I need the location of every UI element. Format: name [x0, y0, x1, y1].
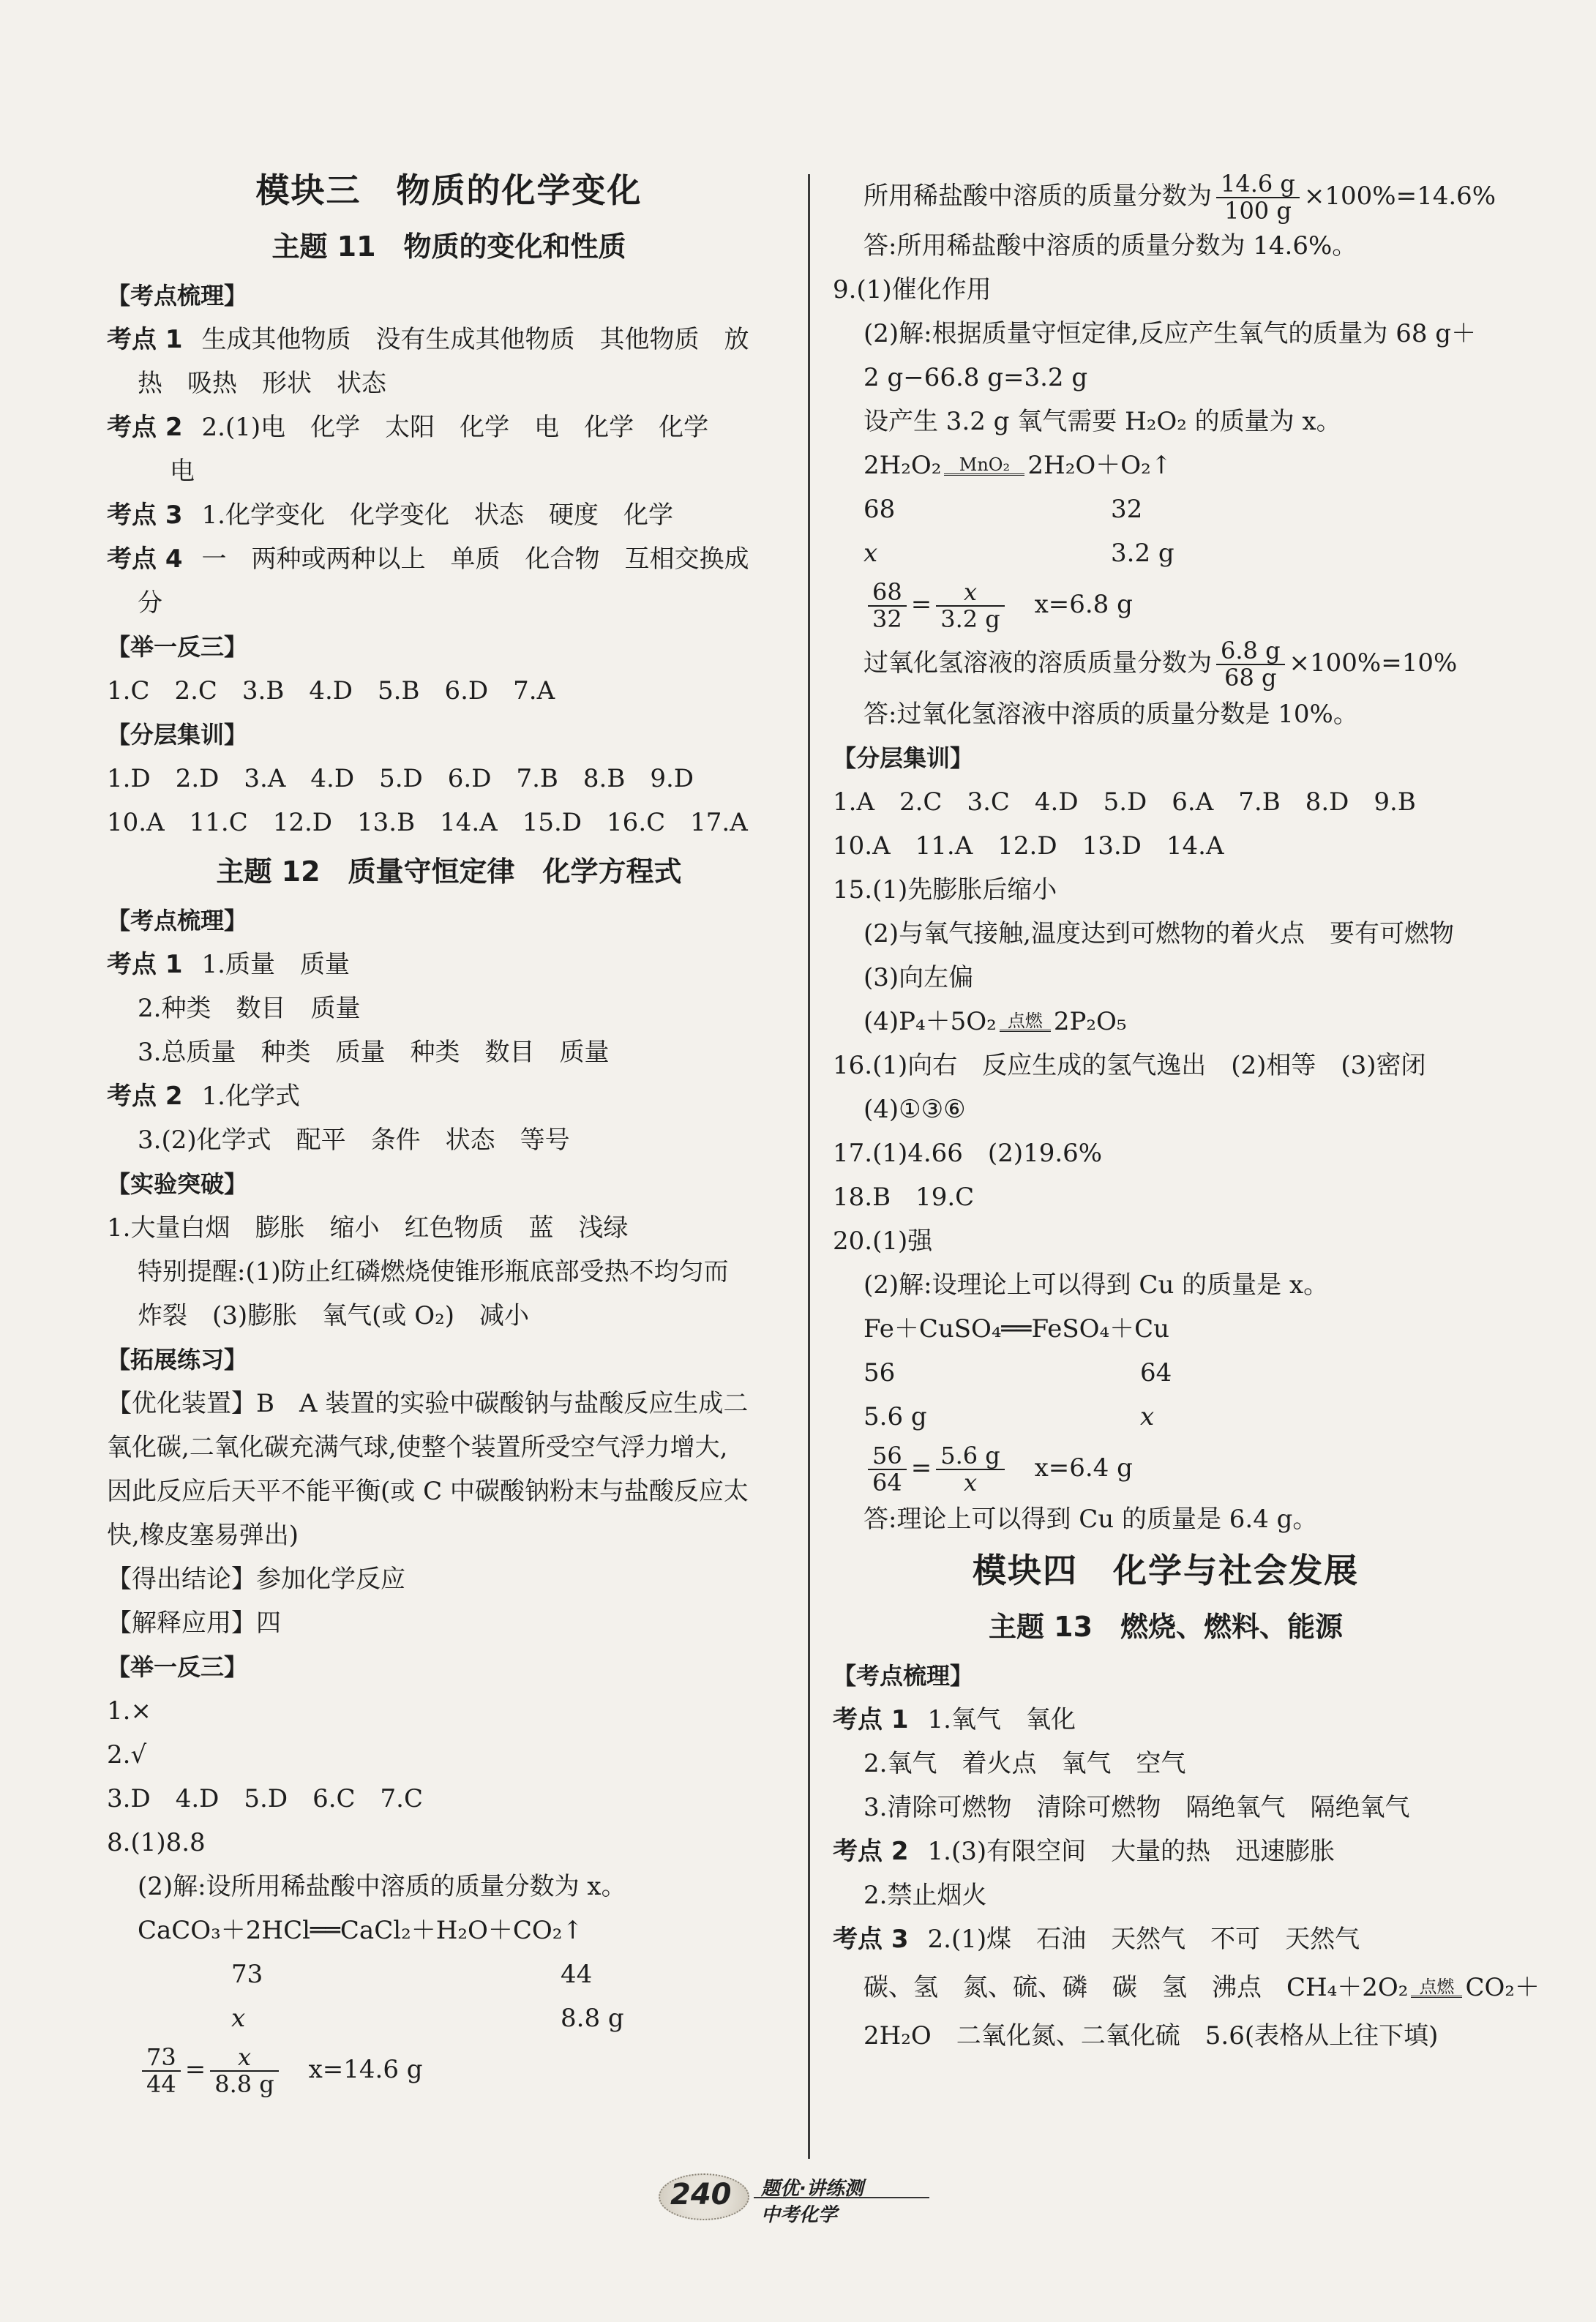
- section-heading: 【分层集训】: [107, 721, 248, 749]
- numerator: 56: [868, 1443, 907, 1470]
- condition-text: 点燃: [1419, 1976, 1455, 1997]
- answer-line: [107, 493, 791, 537]
- known-value: 5.6 g: [863, 1402, 927, 1432]
- answer-line: 16.(1)向右 反应生成的氢气逸出 (2)相等 (3)密闭: [833, 1051, 1426, 1081]
- answer-line: 3.(2)化学式 配平 条件 状态 等号: [138, 1126, 570, 1155]
- chemical-equation: [833, 1000, 1499, 1044]
- answer-line: [833, 1829, 1499, 1873]
- denominator: 64: [872, 1469, 902, 1497]
- answer-line: (4)①③⑥: [863, 1095, 966, 1125]
- answer-line: 电: [170, 457, 195, 486]
- answer-text: 碳、氢 氮、硫、磷 碳 氢 沸点 CH₄＋2O₂: [863, 1973, 1409, 2003]
- unknown: x: [231, 2004, 246, 2033]
- numerator: 14.6 g: [1216, 171, 1300, 198]
- proportion-line: $\frac{56}{64}$ = $\frac{5.6 g}{x}$ x=6.4 g: [833, 1439, 1499, 1497]
- fraction: [142, 2042, 181, 2098]
- answer-line: 【优化装置】B A 装置的实验中碳酸钠与盐酸反应生成二: [107, 1389, 749, 1418]
- fraction: [210, 2042, 279, 2098]
- denominator: 3.2 g: [940, 605, 1000, 634]
- fraction: [1216, 638, 1285, 691]
- chemical-equation: CaCO₃＋2HCl══CaCl₂＋H₂O＋CO₂↑: [138, 1916, 583, 1945]
- answer-text: 1.化学变化 化学变化 状态 硬度 化学: [201, 501, 673, 530]
- answer-line: 10.A 11.A 12.D 13.D 14.A: [833, 831, 1224, 861]
- point-label: 考点 1: [107, 950, 183, 979]
- answer-line: (2)解:设所用稀盐酸中溶质的质量分数为 x。: [138, 1872, 626, 1901]
- topic-title: 主题 13 燃烧、燃料、能源: [988, 1611, 1344, 1644]
- product: 2P₂O₅: [1053, 1007, 1127, 1037]
- section-heading: 【拓展练习】: [107, 1346, 248, 1374]
- answer-line: 3.清除可燃物 清除可燃物 隔绝氧气 隔绝氧气: [863, 1793, 1410, 1823]
- answer-line: 答:理论上可以得到 Cu 的质量是 6.4 g。: [863, 1505, 1318, 1535]
- denominator: 44: [146, 2070, 176, 2098]
- unknown: x: [863, 539, 878, 569]
- answer-line: (2)解:设理论上可以得到 Cu 的质量是 x。: [863, 1270, 1329, 1300]
- left-column: [107, 161, 791, 2099]
- fraction: [1216, 171, 1300, 224]
- chemical-equation: Fe＋CuSO₄══FeSO₄＋Cu: [863, 1314, 1170, 1344]
- molar-mass: 56: [863, 1358, 896, 1388]
- answer-text: ×100%=14.6%: [1303, 181, 1496, 211]
- section-heading: 【考点梳理】: [107, 907, 248, 935]
- answer-line: 2.氧气 着火点 氧气 空气: [863, 1749, 1186, 1779]
- answer-line: 8.(1)8.8: [107, 1828, 206, 1857]
- answer-line: [833, 1961, 1540, 2014]
- answer-line: [833, 1917, 1499, 1961]
- denominator: x: [963, 1469, 978, 1497]
- answer-text: 1.质量 质量: [201, 950, 350, 979]
- section-heading: 【考点梳理】: [107, 282, 248, 310]
- answer-line: 热 吸热 形状 状态: [138, 369, 386, 398]
- denominator: 32: [872, 605, 902, 634]
- answer-line: (2)解:根据质量守恒定律,反应产生氧气的质量为 68 g＋: [863, 319, 1477, 349]
- mass-row: [833, 1351, 1499, 1395]
- point-label: 考点 2: [107, 413, 183, 442]
- answer-text: 1.化学式: [201, 1082, 300, 1111]
- answer-line: [833, 1698, 1499, 1742]
- answer-line: 氧化碳,二氧化碳充满气球,使整个装置所受空气浮力增大,: [107, 1433, 728, 1462]
- point-label: 考点 1: [107, 325, 183, 354]
- fraction: [868, 1443, 907, 1496]
- condition-text: 点燃: [1007, 1010, 1043, 1031]
- proportion-line: $\frac{68}{32}$ = $\frac{x}{3.2 g}$ x=6.8 g: [833, 575, 1499, 634]
- answer-line: 因此反应后天平不能平衡(或 C 中碳酸钠粉末与盐酸反应太: [107, 1477, 749, 1506]
- answer-line: 17.(1)4.66 (2)19.6%: [833, 1139, 1103, 1169]
- answer-text: 所用稀盐酸中溶质的质量分数为: [863, 181, 1212, 211]
- answer-line: [107, 405, 791, 449]
- answer-line: 炸裂 (3)膨胀 氧气(或 O₂) 减小: [138, 1301, 530, 1330]
- point-label: 考点 3: [107, 501, 183, 530]
- answer-line: (2)与氧气接触,温度达到可燃物的着火点 要有可燃物: [863, 919, 1454, 949]
- section-heading: 【举一反三】: [107, 633, 248, 661]
- fraction: [868, 580, 907, 632]
- answer-line: [107, 318, 791, 362]
- book-brand: 题优·讲练测: [761, 2178, 863, 2200]
- answer-line: 10.A 11.C 12.D 13.B 14.A 15.D 16.C 17.A: [107, 808, 748, 837]
- numerator: 5.6 g: [936, 1443, 1005, 1470]
- point-label: 考点 1: [833, 1705, 909, 1735]
- answer-line: 分: [138, 588, 162, 618]
- column-divider: [808, 174, 810, 2159]
- answer-line: 2.禁止烟火: [863, 1881, 987, 1911]
- numerator: 73: [142, 2045, 181, 2072]
- topic-title: 主题 12 质量守恒定律 化学方程式: [216, 855, 682, 888]
- molar-mass: 44: [561, 1960, 593, 1989]
- reaction-condition: [1411, 1978, 1462, 2001]
- mass-row: [107, 1952, 791, 1996]
- result: x=6.4 g: [1034, 1453, 1133, 1483]
- answer-line: 答:所用稀盐酸中溶质的质量分数为 14.6%。: [863, 231, 1357, 261]
- section-heading: 【举一反三】: [107, 1653, 248, 1681]
- denominator: 68 g: [1224, 664, 1277, 692]
- result: x=14.6 g: [308, 2055, 423, 2084]
- chemical-equation: [833, 443, 1499, 487]
- reaction-condition: [944, 456, 1024, 479]
- answer-line: [107, 943, 791, 986]
- answer-line: 20.(1)强: [833, 1226, 933, 1256]
- book-subject: 中考化学: [761, 2204, 838, 2226]
- unknown: x: [1140, 1402, 1155, 1432]
- page-number: 240: [670, 2178, 732, 2211]
- answer-line: 答:过氧化氢溶液中溶质的质量分数是 10%。: [863, 700, 1358, 730]
- section-heading: 【实验突破】: [107, 1170, 248, 1198]
- answer-text: 2.(1)电 化学 太阳 化学 电 化学 化学: [201, 413, 709, 442]
- known-value: 3.2 g: [1111, 539, 1174, 569]
- answer-line: 2.种类 数目 质量: [138, 994, 361, 1023]
- point-label: 考点 4: [107, 544, 183, 574]
- answer-line: [833, 170, 1499, 224]
- answer-line: [833, 634, 1499, 692]
- proportion-line: $\frac{73}{44}$ = $\frac{x}{8.8 g}$ x=14.6 g: [107, 2040, 791, 2099]
- value-row: [107, 1996, 791, 2040]
- answer-line: 1.A 2.C 3.C 4.D 5.D 6.A 7.B 8.D 9.B: [833, 787, 1416, 817]
- footer-rule: [754, 2197, 929, 2198]
- answer-line: 2.√: [107, 1740, 147, 1769]
- point-label: 考点 2: [107, 1082, 183, 1111]
- known-value: 8.8 g: [561, 2004, 624, 2033]
- answer-line: 2 g−66.8 g=3.2 g: [863, 363, 1088, 393]
- module-title: 模块三 物质的化学变化: [255, 171, 642, 210]
- answer-line: 特别提醒:(1)防止红磷燃烧使锥形瓶底部受热不均匀而: [138, 1257, 729, 1287]
- answer-text: 生成其他物质 没有生成其他物质 其他物质 放: [201, 325, 749, 354]
- reactant: 2H₂O₂: [863, 451, 942, 481]
- reaction-condition: [1000, 1012, 1051, 1035]
- molar-mass: 73: [231, 1960, 263, 1989]
- answer-line: 1.大量白烟 膨胀 缩小 红色物质 蓝 浅绿: [107, 1213, 629, 1243]
- answer-line: 1.D 2.D 3.A 4.D 5.D 6.D 7.B 8.B 9.D: [107, 764, 694, 793]
- value-row: [833, 1395, 1499, 1439]
- reactant: (4)P₄＋5O₂: [863, 1007, 997, 1037]
- answer-line: 1.C 2.C 3.B 4.D 5.B 6.D 7.A: [107, 676, 555, 705]
- answer-line: 18.B 19.C: [833, 1183, 975, 1213]
- right-column: [833, 169, 1540, 2058]
- numerator: x: [210, 2045, 279, 2072]
- topic-title: 主题 11 物质的变化和性质: [271, 231, 626, 263]
- point-label: 考点 2: [833, 1837, 909, 1867]
- denominator: 100 g: [1224, 197, 1292, 225]
- numerator: 6.8 g: [1216, 638, 1285, 665]
- answer-line: 2H₂O 二氧化氮、二氧化硫 5.6(表格从上往下填): [863, 2021, 1439, 2051]
- section-heading: 【考点梳理】: [833, 1662, 974, 1690]
- catalyst: MnO₂: [959, 454, 1011, 475]
- answer-line: 3.总质量 种类 质量 种类 数目 质量: [138, 1038, 610, 1067]
- denominator: 8.8 g: [214, 2070, 274, 2098]
- answer-line: (3)向左偏: [863, 963, 974, 993]
- mass-row: [833, 487, 1499, 531]
- answer-line: [107, 537, 791, 581]
- answer-line: 快,橡皮塞易弹出): [107, 1521, 299, 1550]
- result: x=6.8 g: [1034, 590, 1133, 620]
- numerator: x: [936, 580, 1005, 607]
- answer-line: 【得出结论】参加化学反应: [107, 1565, 405, 1594]
- answer-text: CO₂＋: [1465, 1973, 1540, 2003]
- value-row: [833, 531, 1499, 575]
- section-heading: 【分层集训】: [833, 744, 974, 773]
- product: 2H₂O＋O₂↑: [1027, 451, 1172, 481]
- answer-line: 9.(1)催化作用: [833, 275, 992, 305]
- answer-text: 2.(1)煤 石油 天然气 不可 天然气: [927, 1925, 1360, 1955]
- molar-mass: 32: [1111, 495, 1143, 525]
- module-title: 模块四 化学与社会发展: [973, 1551, 1359, 1591]
- answer-text: 1.氧气 氧化: [927, 1705, 1076, 1735]
- answer-text: 1.(3)有限空间 大量的热 迅速膨胀: [927, 1837, 1335, 1867]
- numerator: 68: [868, 580, 907, 607]
- answer-text: 过氧化氢溶液的溶质质量分数为: [863, 648, 1212, 678]
- answer-line: 设产生 3.2 g 氧气需要 H₂O₂ 的质量为 x。: [863, 407, 1341, 437]
- molar-mass: 64: [1140, 1358, 1172, 1388]
- answer-text: ×100%=10%: [1289, 648, 1458, 678]
- answer-line: 1.×: [107, 1696, 151, 1726]
- answer-line: 【解释应用】四: [107, 1608, 281, 1638]
- answer-line: 3.D 4.D 5.D 6.C 7.C: [107, 1784, 424, 1813]
- fraction: [936, 1443, 1005, 1496]
- page-footer: [651, 2171, 944, 2229]
- fraction: [936, 580, 1005, 632]
- point-label: 考点 3: [833, 1925, 909, 1955]
- answer-line: 15.(1)先膨胀后缩小: [833, 875, 1057, 905]
- answer-text: 一 两种或两种以上 单质 化合物 互相交换成: [201, 544, 749, 574]
- molar-mass: 68: [863, 495, 896, 525]
- answer-line: [107, 1074, 791, 1118]
